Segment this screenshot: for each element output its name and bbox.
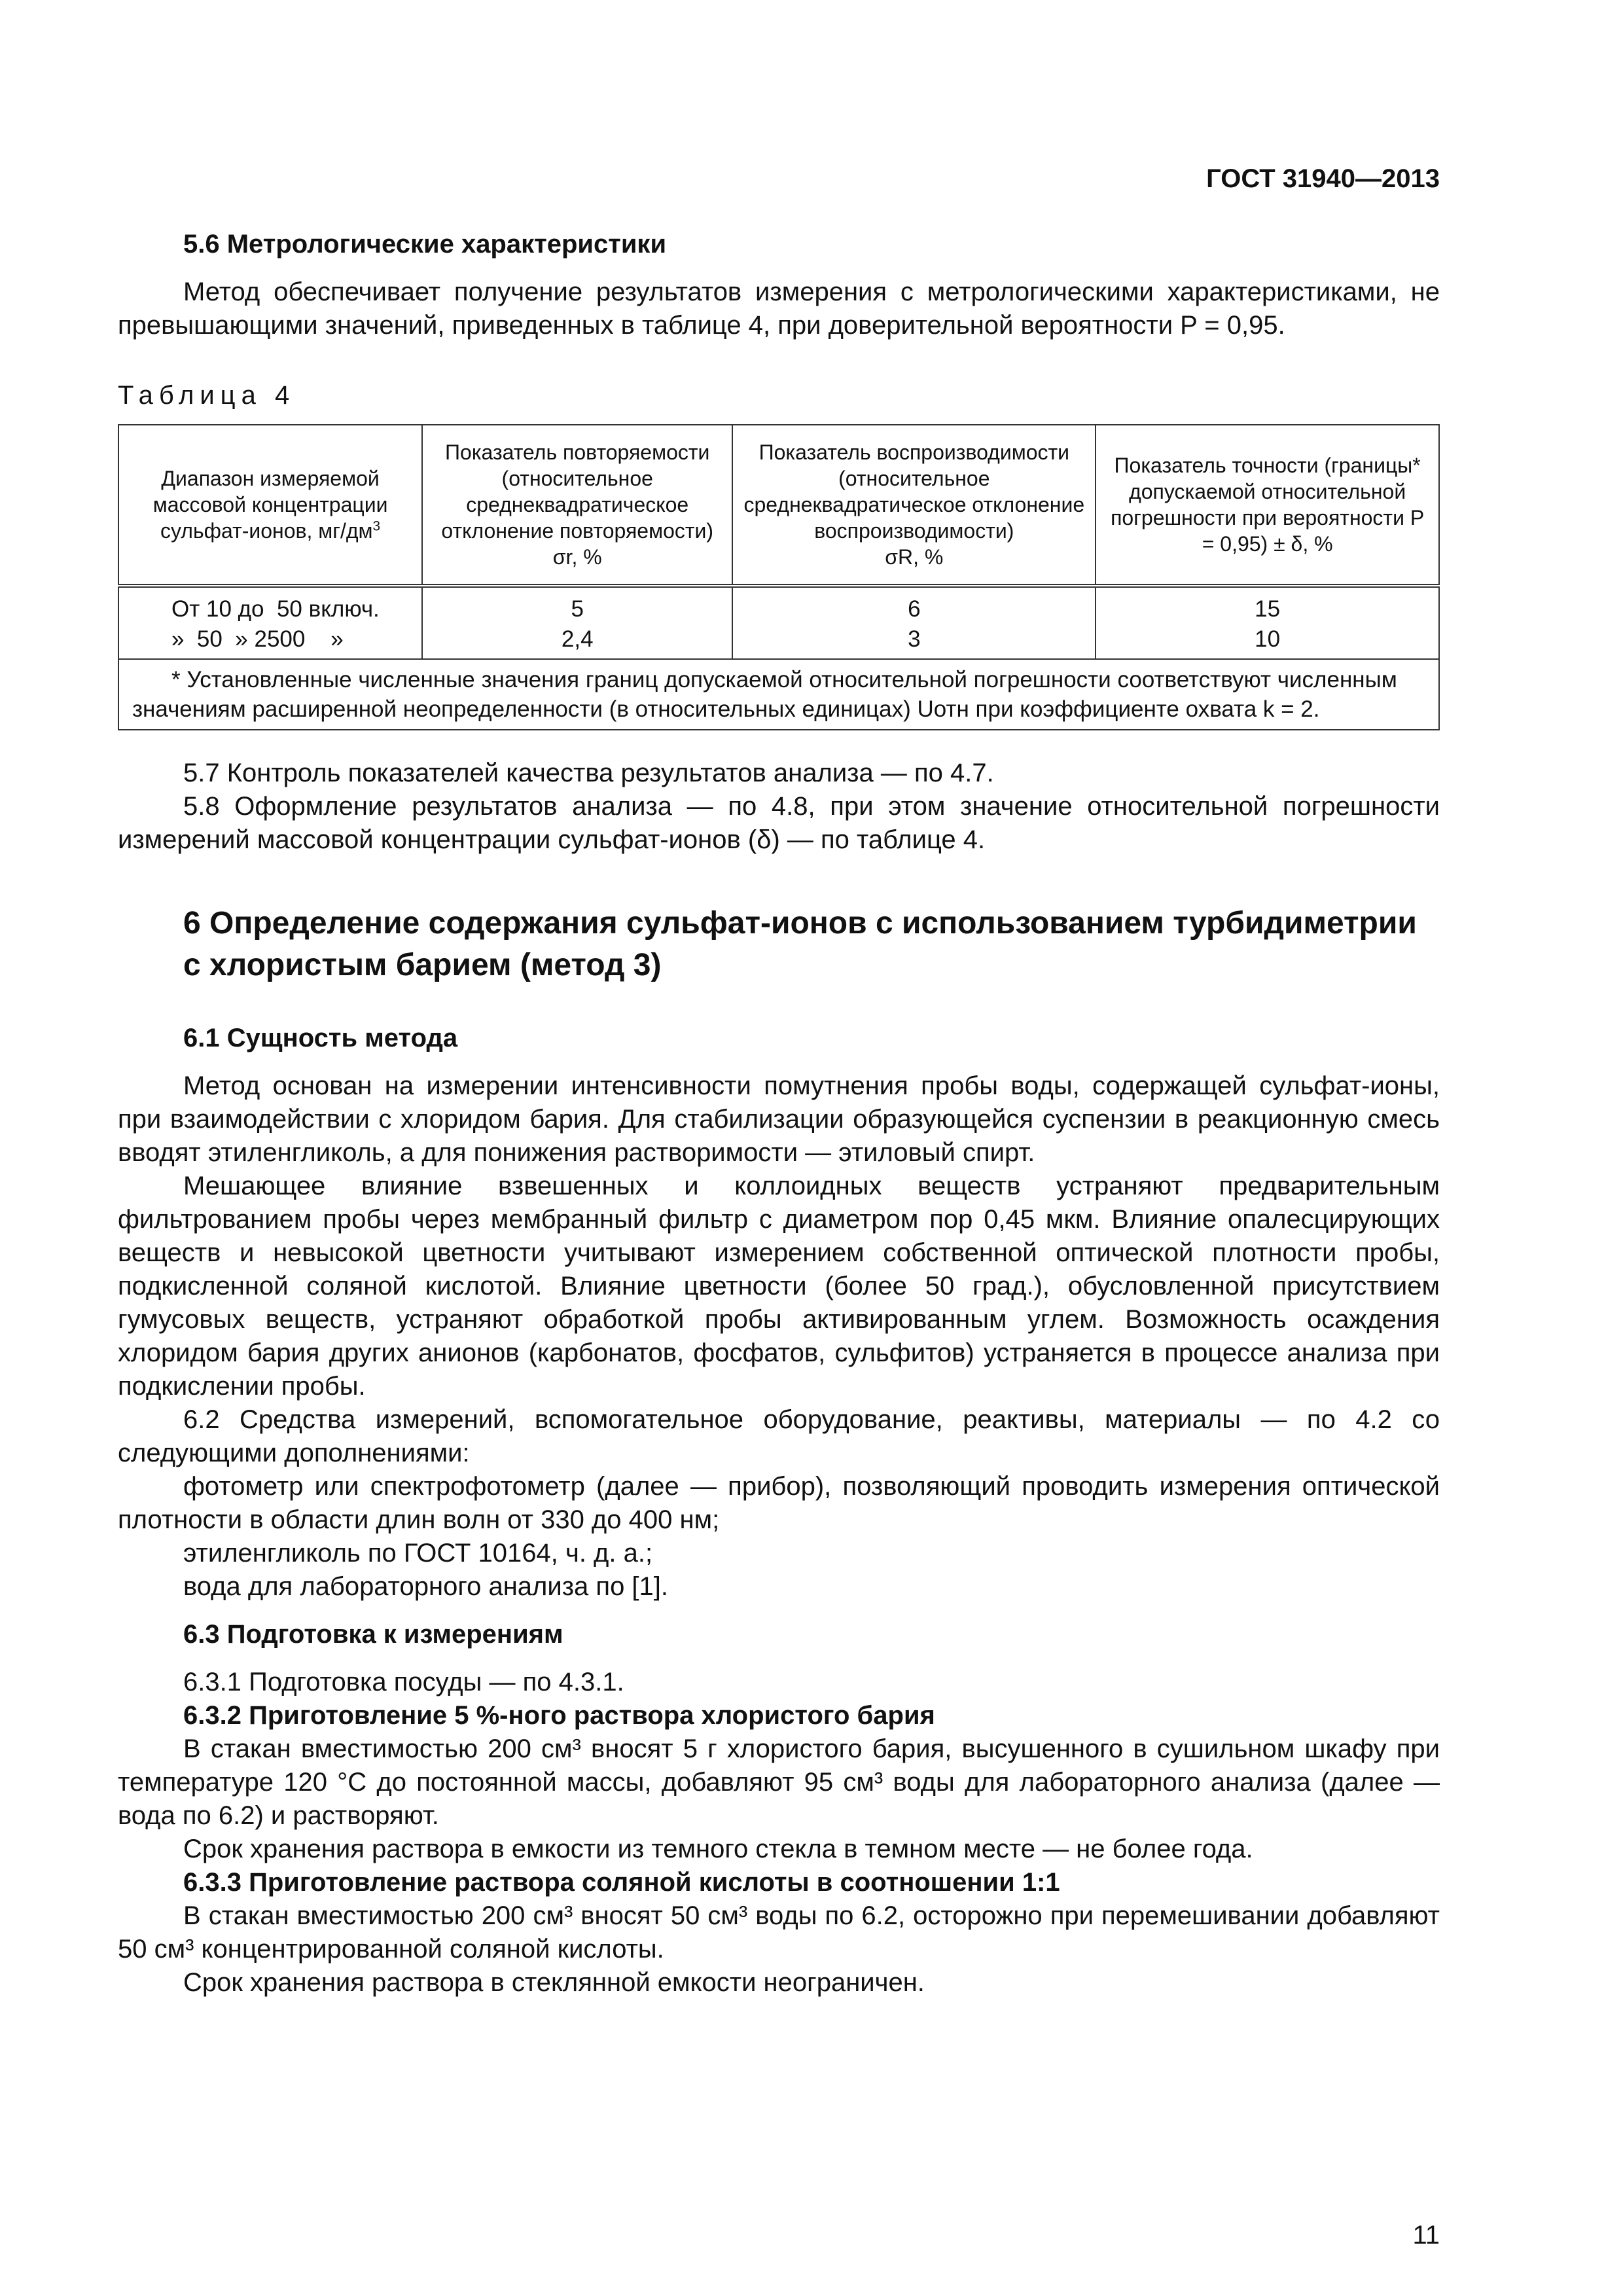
section-6-3-3-paragraph-2: Срок хранения раствора в стеклянной емкости неограничен. [183, 1968, 925, 1997]
section-6-3-2-title: 6.3.2 Приготовление 5 %-ного раствора хлористого бария [183, 1701, 935, 1730]
table-header-row [118, 425, 1439, 586]
section-6-3-2-paragraph-1: В стакан вместимостью 200 см³ вносят 5 г хлористого бария, высушенного в сушильном шкафу при температуре 120 °С до постоянной массы, добавляют 95 см³ воды для лабораторного анализа (далее — вода по 6.2) и растворяют. [118, 1734, 1440, 1830]
table-footnote: * Установленные численные значения границ допускаемой относительной погрешности соответствуют численным значениям расширенной неопределенности (в относительных единицах) Uотн при коэффициенте охвата k = 2. [118, 659, 1439, 730]
cell-range: » 50 » 2500 » [118, 624, 422, 659]
header-accuracy: Показатель точности (границы* допускаемой относительной погрешности при вероятности P = 0,95) ± δ, % [1096, 425, 1439, 586]
section-6-1-paragraph-1: Метод основан на измерении интенсивности помутнения пробы воды, содержащей сульфат-ионы, при взаимодействии с хлоридом бария. Для стабилизации образующейся суспензии в реакционную смесь вводят этиленгликоль, а для понижения растворимости — этиловый спирт. [118, 1071, 1440, 1167]
cell-reproducibility: 3 [732, 624, 1096, 659]
section-6-3-1: 6.3.1 Подготовка посуды — по 4.3.1. [183, 1668, 624, 1696]
section-6-3-3-title: 6.3.3 Приготовление раствора соляной кислоты в соотношении 1:1 [183, 1868, 1060, 1897]
page-number: 11 [1412, 2221, 1440, 2250]
section-6-2-paragraph-2: фотометр или спектрофотометр (далее — прибор), позволяющий проводить измерения оптической плотности в области длин волн от 330 до 400 нм; [118, 1472, 1440, 1534]
cell-repeatability: 2,4 [422, 624, 732, 659]
cell-reproducibility: 6 [732, 586, 1096, 624]
document-header: ГОСТ 31940—2013 [1206, 164, 1440, 193]
cell-repeatability: 5 [422, 586, 732, 624]
section-6-3-title: 6.3 Подготовка к измерениям [183, 1620, 563, 1649]
section-6-1-paragraph-2: Мешающее влияние взвешенных и коллоидных веществ устраняют предварительным фильтрованием пробы через мембранный фильтр с диаметром пор 0,45 мкм. Влияние опалесцирующих веществ и невысокой цветности учитывают измерением собственной оптической плотности пробы, подкисленной соляной кислотой. Влияние цветности (более 50 град.), обусловленной присутствием гумусовых веществ, устраняют обработкой пробы активированным углем. Возможность осаждения хлоридом бария других анионов (карбонатов, фосфатов, сульфитов) устраняется в процессе анализа при подкислении пробы. [118, 1172, 1440, 1401]
header-range: Диапазон измеряемой массовой концентрации сульфат-ионов, $мг/дм^3$ [118, 425, 422, 586]
section-6-3-2-paragraph-2: Срок хранения раствора в емкости из темного стекла в темном месте — не более года. [183, 1835, 1253, 1863]
section-5-8: 5.8 Оформление результатов анализа — по 4.8, при этом значение относительной погрешности измерений массовой концентрации сульфат-ионов (δ) — по таблице 4. [118, 792, 1440, 854]
table-caption: Таблица 4 [118, 381, 296, 410]
table-note-row [118, 659, 1439, 730]
header-repeatability: Показатель повторяемости (относительное среднеквадратическое отклонение повторяемости) σr, % [422, 425, 732, 586]
table-4 [118, 424, 1440, 730]
section-5-7: 5.7 Контроль показателей качества результатов анализа — по 4.7. [183, 759, 994, 787]
table-row [118, 586, 1439, 624]
section-6-2-paragraph-3: этиленгликоль по ГОСТ 10164, ч. д. а.; [183, 1539, 653, 1568]
section-6-1-title: 6.1 Сущность метода [183, 1024, 458, 1052]
document-page [118, 0, 1440, 2296]
header-reproducibility: Показатель воспроизводимости (относительное среднеквадратическое отклонение воспроизводимости) σR, % [732, 425, 1096, 586]
section-5-6-title: 5.6 Метрологические характеристики [183, 230, 667, 259]
table-row [118, 624, 1439, 659]
cell-accuracy: 10 [1096, 624, 1439, 659]
cell-accuracy: 15 [1096, 586, 1439, 624]
document-body [118, 228, 1440, 2000]
section-6-2-paragraph-4: вода для лабораторного анализа по [1]. [183, 1572, 669, 1601]
section-6-3-3-paragraph-1: В стакан вместимостью 200 см³ вносят 50 см³ воды по 6.2, осторожно при перемешивании добавляют 50 см³ концентрированной соляной кислоты. [118, 1901, 1440, 1964]
section-6-title: 6 Определение содержания сульфат-ионов с использованием турбидиметрии с хлористым барием (метод 3) [183, 906, 1417, 982]
section-5-6-paragraph: Метод обеспечивает получение результатов измерения с метрологическими характеристиками, не превышающими значений, приведенных в таблице 4, при доверительной вероятности P = 0,95. [118, 278, 1440, 340]
section-6-2-paragraph-1: 6.2 Средства измерений, вспомогательное оборудование, реактивы, материалы — по 4.2 со следующими дополнениями: [118, 1405, 1440, 1467]
cell-range: От 10 до 50 включ. [118, 586, 422, 624]
